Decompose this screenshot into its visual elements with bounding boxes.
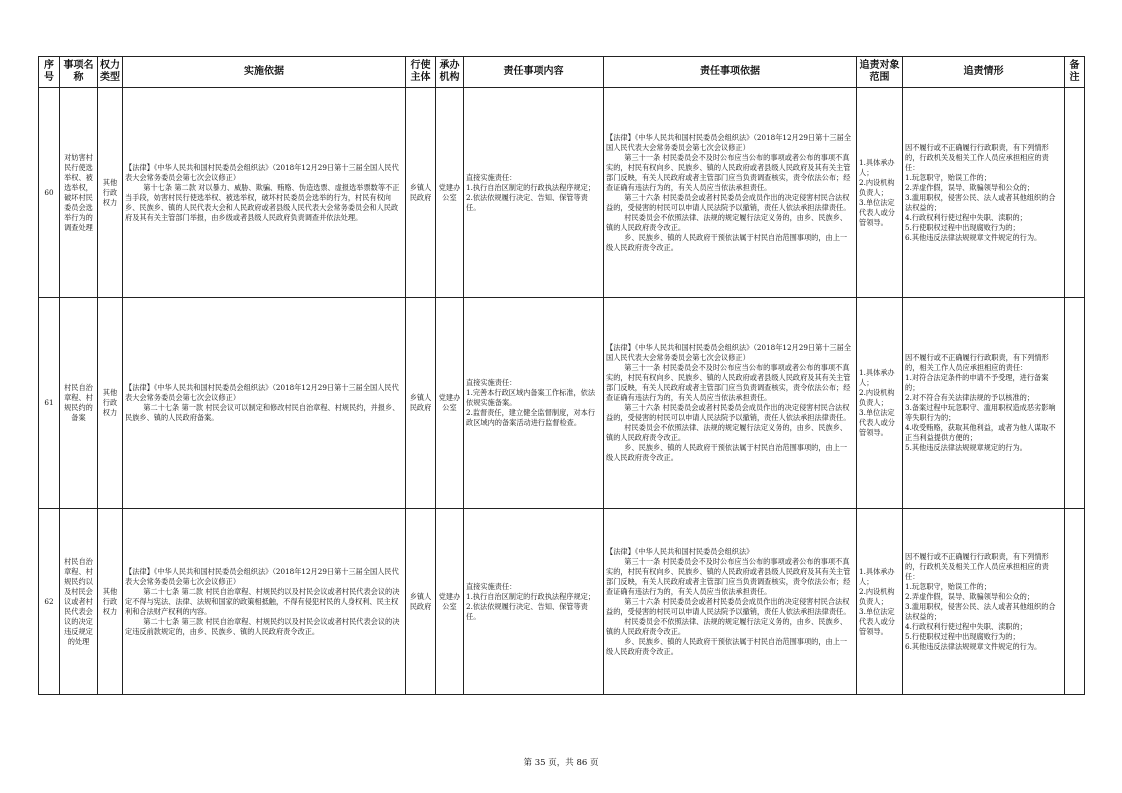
header-row <box>39 57 1085 88</box>
row-no: 60 <box>39 88 60 298</box>
row-org: 党建办公室 <box>436 88 464 298</box>
row-basis: 【法律】《中华人民共和国村民委员会组织法》（2018年12月29日第十三届全国人民代表大会常务委员会第七次会议修正） 第二十七条 第一款 村民会议可以制定和修改村民自治章程、村规民约，并报乡、民族乡、镇的人民政府备案。 <box>123 298 406 509</box>
row-power-type: 其他行政权力 <box>98 509 123 695</box>
row-duty-basis: 【法律】《中华人民共和国村民委员会组织法》（2018年12月29日第十三届全国人民代表大会常务委员会第七次会议修正） 第三十一条 村民委员会不及时公布应当公布的事项或者公布的事项不真实的，村民有权向乡、民族乡、镇的人民政府或者县级人民政府及其有关主管部门反映，有关人民政府或者主管部门应当负责调查核实，责令依法公布；经查证确有违法行为的，有关人员应当依法承担责任。 第三十六条 村民委员会或者村民委员会成员作出的决定侵害村民合法权益的，受侵害的村民可以申请人民法院予以撤销，责任人依法承担法律责任。 村民委员会不依照法律、法规的规定履行法定义务的，由乡、民族乡、镇的人民政府责令改正。 乡、民族乡、镇的人民政府干预依法属于村民自治范围事项的，由上一级人民政府责令改正。 <box>604 88 857 298</box>
header-duty-basis: 责任事项依据 <box>604 57 857 88</box>
header-content: 责任事项内容 <box>464 57 604 88</box>
row-remark <box>1065 88 1085 298</box>
row-scope: 1.具体承办人； 2.内设机构负责人； 3.单位法定代表人或分管领导。 <box>857 88 903 298</box>
row-basis: 【法律】《中华人民共和国村民委员会组织法》（2018年12月29日第十三届全国人民代表大会常务委员会第七次会议修正） 第二十七条 第二款 村民自治章程、村规民约以及村民会议或者村民代表会议的决定不得与宪法、法律、法规和国家的政策相抵触，不得有侵犯村民的人身权利、民主权利和合法财产权利的内容。 第二十七条 第三款 村民自治章程、村规民约以及村民会议或者村民代表会议的决定违反前款规定的，由乡、民族乡、镇的人民政府责令改正。 <box>123 509 406 695</box>
header-cases: 追责情形 <box>903 57 1065 88</box>
row-remark <box>1065 509 1085 695</box>
header-scope: 追责对象范围 <box>857 57 903 88</box>
row-cases: 因不履行或不正确履行行政职责，有下列情形的，行政机关及相关工作人员应承担相应的责任： 1.玩忽职守，贻误工作的； 2.弄虚作假，误导、欺骗领导和公众的； 3.滥用职权，侵害公民、法人或者其他组织的合法权益的； 4.行政权利行使过程中失职、渎职的； 5.行使职权过程中出现腐败行为的； 6.其他违反法律法规规章文件规定的行为。 <box>903 88 1065 298</box>
row-scope: 1.具体承办人； 2.内设机构负责人； 3.单位法定代表人或分管领导。 <box>857 509 903 695</box>
row-item-name: 村民自治章程、村规民约以及村民会议或者村民代表会议的决定违反规定的处理 <box>60 509 98 695</box>
row-subject: 乡镇人民政府 <box>406 88 436 298</box>
table-row <box>39 298 1085 509</box>
row-content: 直接实施责任： 1.执行自治区制定的行政执法程序规定； 2.依法依规履行决定、告知、保管等责任。 <box>464 88 604 298</box>
page-footer: 第 35 页，共 86 页 <box>523 758 599 768</box>
row-item-name: 村民自治章程、村规民约的备案 <box>60 298 98 509</box>
row-basis: 【法律】《中华人民共和国村民委员会组织法》（2018年12月29日第十三届全国人民代表大会常务委员会第七次会议修正） 第十七条 第二款 对以暴力、威胁、欺骗、贿赂、伪造选票、虚报选举票数等不正当手段，妨害村民行使选举权、被选举权，破坏村民委员会选举的行为，村民有权向乡、民族乡、镇的人民代表大会和人民政府或者县级人民代表大会常务委员会和人民政府及其有关主管部门举报，由乡级或者县级人民政府负责调查并依法处理。 <box>123 88 406 298</box>
row-cases: 因不履行或不正确履行行政职责，有下列情形的，相关工作人员应承担相应的责任： 1.对符合法定条件的申请不予受理，进行备案的； 2.对不符合有关法律法规的予以核准的； 3.备案过程中玩忽职守、滥用职权造成恶劣影响等失职行为的； 4.收受贿赂，获取其他利益，或者为他人谋取不正当利益提供方便的； 5.其他违反法律法规规章规定的行为。 <box>903 298 1065 509</box>
table-row <box>39 88 1085 298</box>
row-duty-basis: 【法律】《中华人民共和国村民委员会组织法》（2018年12月29日第十三届全国人民代表大会常务委员会第七次会议修正） 第三十一条 村民委员会不及时公布应当公布的事项或者公布的事项不真实的，村民有权向乡、民族乡、镇的人民政府或者县级人民政府及其有关主管部门反映，有关人民政府或者主管部门应当负责调查核实，责令依法公布；经查证确有违法行为的，有关人员应当依法承担责任。 第三十六条 村民委员会或者村民委员会成员作出的决定侵害村民合法权益的，受侵害的村民可以申请人民法院予以撤销，责任人依法承担法律责任。 村民委员会不依照法律、法规的规定履行法定义务的，由乡、民族乡、镇的人民政府责令改正。 乡、民族乡、镇的人民政府干预依法属于村民自治范围事项的，由上一级人民政府责令改正。 <box>604 298 857 509</box>
row-item-name: 对妨害村民行使选举权、被选举权，破坏村民委员会选举行为的调查处理 <box>60 88 98 298</box>
header-type: 权力类型 <box>98 57 123 88</box>
row-power-type: 其他行政权力 <box>98 298 123 509</box>
row-no: 61 <box>39 298 60 509</box>
row-cases: 因不履行或不正确履行行政职责，有下列情形的，行政机关及相关工作人员应承担相应的责任： 1.玩忽职守，贻误工作的； 2.弄虚作假，误导、欺骗领导和公众的； 3.滥用职权，侵害公民、法人或者其他组织的合法权益的； 4.行政权利行使过程中失职、渎职的； 5.行使职权过程中出现腐败行为的； 6.其他违反法律法规规章文件规定的行为。 <box>903 509 1065 695</box>
row-org: 党建办公室 <box>436 298 464 509</box>
row-duty-basis: 【法律】《中华人民共和国村民委员会组织法》 第三十一条 村民委员会不及时公布应当公布的事项或者公布的事项不真实的，村民有权向乡、民族乡、镇的人民政府或者县级人民政府及其有关主管部门反映，有关人民政府或者主管部门应当负责调查核实，责令依法公布；经查证确有违法行为的，有关人员应当依法承担责任。 第三十六条 村民委员会或者村民委员会成员作出的决定侵害村民合法权益的，受侵害的村民可以申请人民法院予以撤销，责任人依法承担法律责任。 村民委员会不依照法律、法规的规定履行法定义务的，由乡、民族乡、镇的人民政府责令改正。 乡、民族乡、镇的人民政府干预依法属于村民自治范围事项的，由上一级人民政府责令改正。 <box>604 509 857 695</box>
row-subject: 乡镇人民政府 <box>406 298 436 509</box>
row-power-type: 其他行政权力 <box>98 88 123 298</box>
row-remark <box>1065 298 1085 509</box>
table-row <box>39 509 1085 695</box>
header-basis: 实施依据 <box>123 57 406 88</box>
header-org: 承办机构 <box>436 57 464 88</box>
row-scope: 1.具体承办人； 2.内设机构负责人； 3.单位法定代表人或分管领导。 <box>857 298 903 509</box>
row-no: 62 <box>39 509 60 695</box>
header-no: 序号 <box>39 57 60 88</box>
header-subject: 行使主体 <box>406 57 436 88</box>
header-remark: 备注 <box>1065 57 1085 88</box>
row-org: 党建办公室 <box>436 509 464 695</box>
row-content: 直接实施责任： 1.执行自治区制定的行政执法程序规定； 2.依法依规履行决定、告知、保管等责任。 <box>464 509 604 695</box>
row-content: 直接实施责任： 1.完善本行政区域内备案工作标准，依法依规实施备案。 2.监督责任，建立健全监督制度，对本行政区域内的备案活动进行监督检查。 <box>464 298 604 509</box>
row-subject: 乡镇人民政府 <box>406 509 436 695</box>
header-name: 事项名称 <box>60 57 98 88</box>
responsibility-table <box>38 56 1085 695</box>
